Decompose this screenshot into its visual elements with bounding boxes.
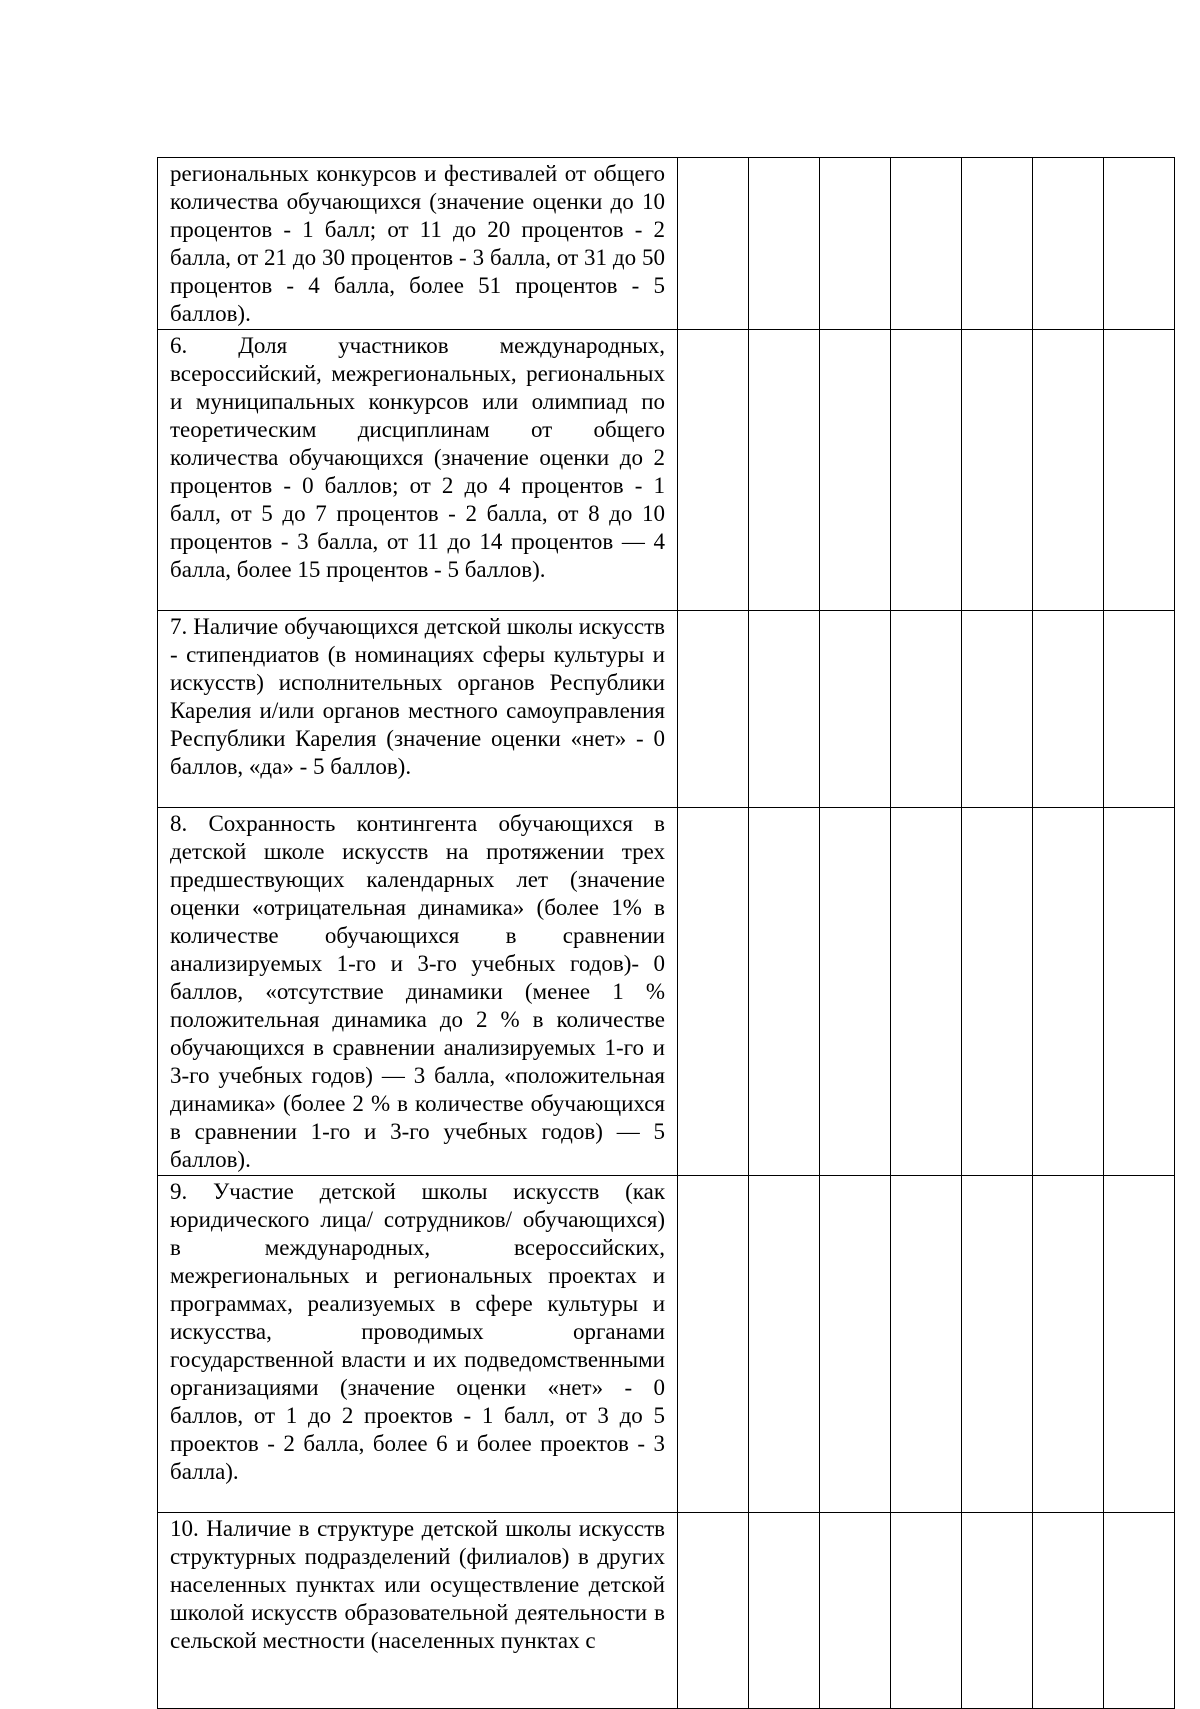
- score-cell: [820, 611, 891, 808]
- criterion-text: 7. Наличие обучающихся детской школы искусств - стипендиатов (в номинациях сферы культуры и искусств) исполнительных органов Республики Карелия и/или органов местного самоуправления Республики Карелия (значение оценки «нет» - 0 баллов, «да» - 5 баллов).: [158, 611, 678, 808]
- score-cell: [678, 1513, 749, 1709]
- criterion-text: 8. Сохранность контингента обучающихся в детской школе искусств на протяжении трех предшествующих календарных лет (значение оценки «отрицательная динамика» (более 1% в количестве обучающихся в сравнении анализируемых 1-го и 3-го учебных годов)- 0 баллов, «отсутствие динамики (менее 1 % положительная динамика до 2 % в количестве обучающихся в сравнении анализируемых 1-го и 3-го учебных годов) — 3 балла, «положительная динамика» (более 2 % в количестве обучающихся в сравнении 1-го и 3-го учебных годов) — 5 баллов).: [158, 808, 678, 1176]
- score-cell: [962, 611, 1033, 808]
- score-cell: [1033, 1513, 1104, 1709]
- score-cell: [820, 158, 891, 330]
- table-row: [158, 158, 1175, 330]
- score-cell: [820, 330, 891, 611]
- score-cell: [678, 158, 749, 330]
- table-row: [158, 330, 1175, 611]
- criteria-table: [157, 157, 1175, 1709]
- score-cell: [962, 330, 1033, 611]
- score-cell: [1104, 1176, 1175, 1513]
- score-cell: [678, 808, 749, 1176]
- criterion-text: 6. Доля участников международных, всероссийский, межрегиональных, региональных и муниципальных конкурсов или олимпиад по теоретическим дисциплинам от общего количества обучающихся (значение оценки до 2 процентов - 0 баллов; от 2 до 4 процентов - 1 балл, от 5 до 7 процентов - 2 балла, от 8 до 10 процентов - 3 балла, от 11 до 14 процентов — 4 балла, более 15 процентов - 5 баллов).: [158, 330, 678, 611]
- score-cell: [1104, 611, 1175, 808]
- criterion-text: 10. Наличие в структуре детской школы искусств структурных подразделений (филиалов) в других населенных пунктах или осуществление детской школой искусств образовательной деятельности в сельской местности (населенных пунктах с: [158, 1513, 678, 1709]
- score-cell: [891, 1513, 962, 1709]
- score-cell: [891, 611, 962, 808]
- score-cell: [1104, 158, 1175, 330]
- score-cell: [749, 611, 820, 808]
- score-cell: [820, 808, 891, 1176]
- score-cell: [1033, 1176, 1104, 1513]
- score-cell: [1033, 808, 1104, 1176]
- table-row: [158, 808, 1175, 1176]
- score-cell: [962, 1513, 1033, 1709]
- table-row: [158, 611, 1175, 808]
- score-cell: [1104, 1513, 1175, 1709]
- table-row: [158, 1176, 1175, 1513]
- score-cell: [749, 1176, 820, 1513]
- criterion-text: 9. Участие детской школы искусств (как юридического лица/ сотрудников/ обучающихся) в международных, всероссийских, межрегиональных и региональных проектах и программах, реализуемых в сфере культуры и искусства, проводимых органами государственной власти и их подведомственными организациями (значение оценки «нет» - 0 баллов, от 1 до 2 проектов - 1 балл, от 3 до 5 проектов - 2 балла, более 6 и более проектов - 3 балла).: [158, 1176, 678, 1513]
- score-cell: [891, 330, 962, 611]
- score-cell: [749, 808, 820, 1176]
- score-cell: [1033, 611, 1104, 808]
- score-cell: [891, 1176, 962, 1513]
- score-cell: [891, 808, 962, 1176]
- score-cell: [1104, 808, 1175, 1176]
- score-cell: [962, 158, 1033, 330]
- score-cell: [1104, 330, 1175, 611]
- score-cell: [678, 611, 749, 808]
- score-cell: [820, 1513, 891, 1709]
- score-cell: [1033, 330, 1104, 611]
- criterion-text: региональных конкурсов и фестивалей от общего количества обучающихся (значение оценки до 10 процентов - 1 балл; от 11 до 20 процентов - 2 балла, от 21 до 30 процентов - 3 балла, от 31 до 50 процентов - 4 балла, более 51 процентов - 5 баллов).: [158, 158, 678, 330]
- score-cell: [962, 1176, 1033, 1513]
- score-cell: [749, 1513, 820, 1709]
- score-cell: [820, 1176, 891, 1513]
- score-cell: [1033, 158, 1104, 330]
- score-cell: [962, 808, 1033, 1176]
- score-cell: [678, 330, 749, 611]
- score-cell: [749, 158, 820, 330]
- table-row: [158, 1513, 1175, 1709]
- score-cell: [891, 158, 962, 330]
- score-cell: [678, 1176, 749, 1513]
- score-cell: [749, 330, 820, 611]
